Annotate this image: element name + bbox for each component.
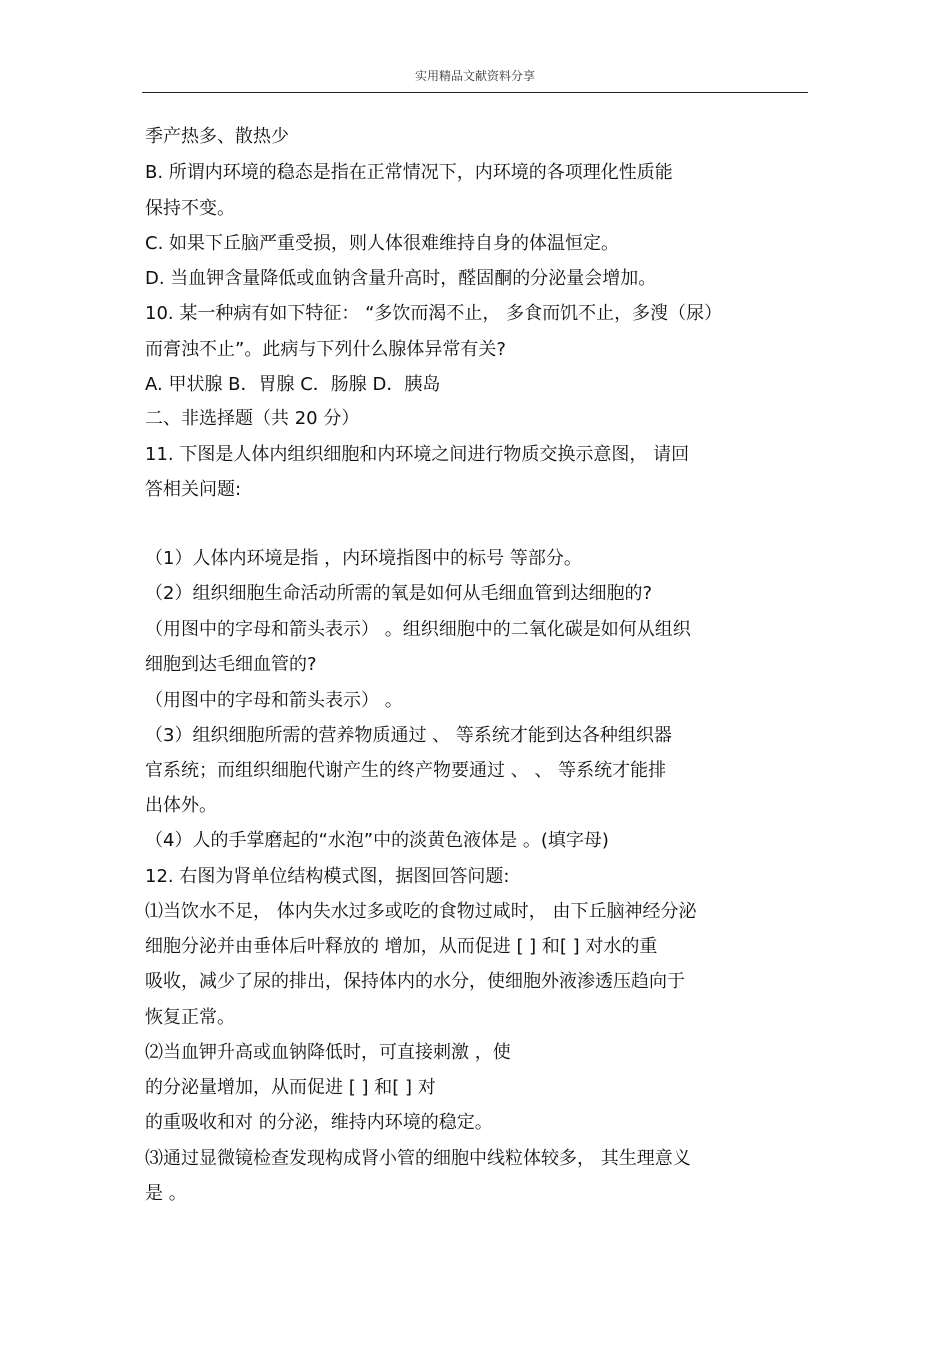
text-line: B. 所谓内环境的稳态是指在正常情况下，内环境的各项理化性质能 [145,162,673,183]
text-line: （用图中的字母和箭头表示） 。 [145,690,403,711]
text-line: ⑶通过显微镜检查发现构成肾小管的细胞中线粒体较多， 其生理意义 [145,1148,691,1169]
text-line: 的分泌量增加，从而促进 [ ] 和[ ] 对 [145,1077,436,1098]
text-line: 保持不变。 [145,198,235,219]
text-line: 细胞分泌并由垂体后叶释放的 增加，从而促进 [ ] 和[ ] 对水的重 [145,936,658,957]
text-line: （3）组织细胞所需的营养物质通过 、 等系统才能到达各种组织器 [145,725,672,746]
header-title: 实用精品文献资料分享 [414,69,535,83]
page-header [142,58,808,93]
text-line: 吸收，减少了尿的排出，保持体内的水分，使细胞外液渗透压趋向于 [145,971,685,992]
text-line: 是 。 [145,1183,187,1204]
text-line: （2）组织细胞生命活动所需的氧是如何从毛细血管到达细胞的? [145,583,653,604]
text-line: 二、非选择题（共 20 分） [145,408,360,429]
text-line: 答相关问题: [145,479,242,500]
text-line: ⑵当血钾升高或血钠降低时，可直接刺激 ，使 [145,1042,511,1063]
text-line: 恢复正常。 [145,1007,235,1028]
text-line: 细胞到达毛细血管的? [145,654,317,675]
text-line: ⑴当饮水不足， 体内失水过多或吃的食物过咸时， 由下丘脑神经分泌 [145,901,697,922]
text-line: C. 如果下丘脑严重受损，则人体很难维持自身的体温恒定。 [145,233,620,254]
text-line: （4）人的手掌磨起的“水泡”中的淡黄色液体是 。(填字母) [145,830,609,851]
text-line: D. 当血钾含量降低或血钠含量升高时，醛固酮的分泌量会增加。 [145,268,657,289]
text-line: 而膏浊不止”。此病与下列什么腺体异常有关? [145,339,506,360]
text-line: 10. 某一种病有如下特征： “多饮而渴不止， 多食而饥不止，多溲（尿） [145,303,723,324]
text-line: （用图中的字母和箭头表示） 。组织细胞中的二氧化碳是如何从组织 [145,619,691,640]
text-line: 12. 右图为肾单位结构模式图，据图回答问题: [145,866,510,887]
text-line: A. 甲状腺 B．胃腺 C．肠腺 D．胰岛 [145,374,441,395]
text-line: 官系统；而组织细胞代谢产生的终产物要通过 、 、 等系统才能排 [145,760,667,781]
text-line: 11. 下图是人体内组织细胞和内环境之间进行物质交换示意图， 请回 [145,444,690,465]
text-line: （1）人体内环境是指 ，内环境指图中的标号 等部分。 [145,548,582,569]
text-line: 出体外。 [145,795,217,816]
text-line: 季产热多、散热少 [145,126,289,147]
text-line: 的重吸收和对 的分泌，维持内环境的稳定。 [145,1112,493,1133]
